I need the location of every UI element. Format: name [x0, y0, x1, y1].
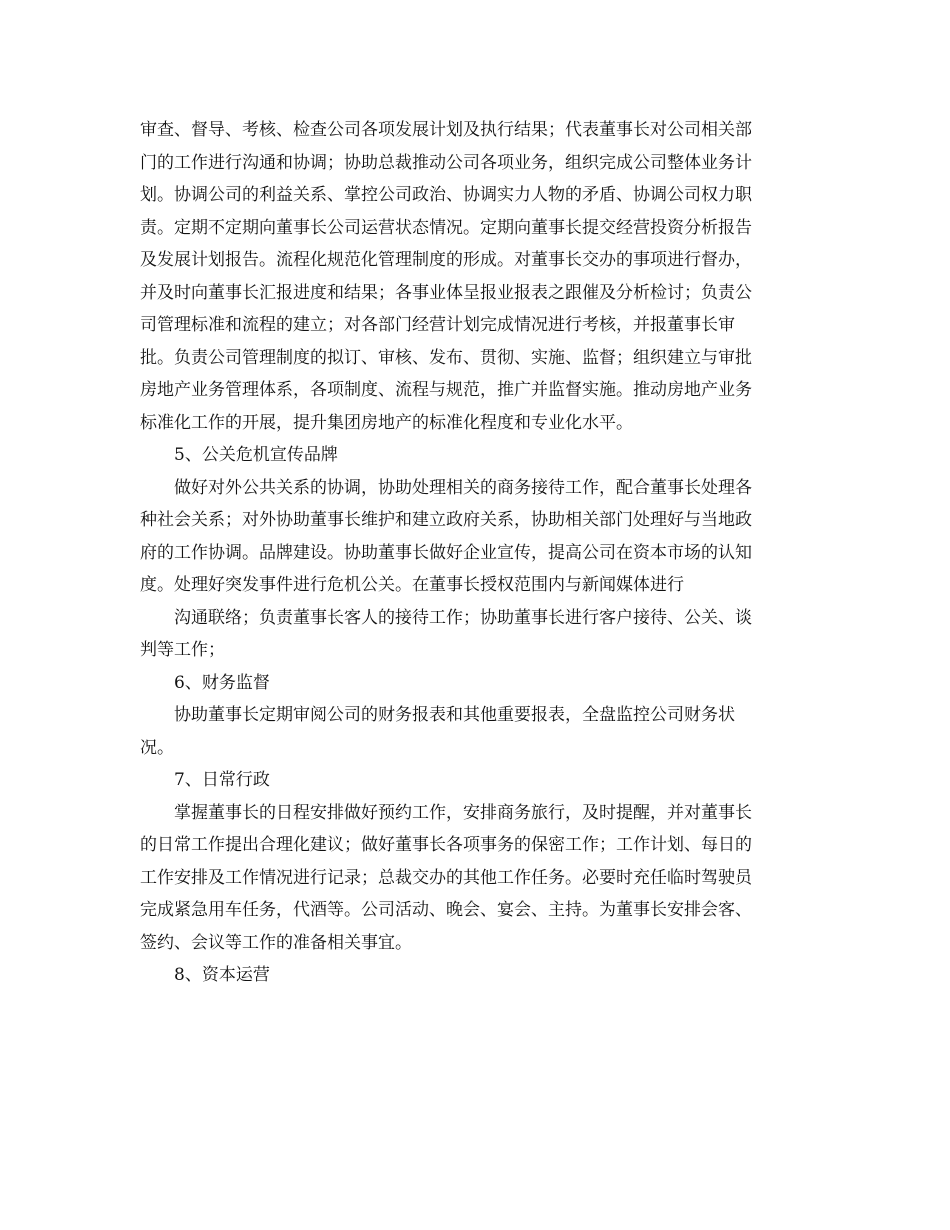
text-line: 司管理标准和流程的建立；对各部门经营计划完成情况进行考核，并报董事长审: [140, 315, 735, 335]
text-line: 房地产业务管理体系，各项制度、流程与规范，推广并监督实施。推动房地产业务: [140, 380, 752, 400]
text-line: 签约、会议等工作的准备相关事宜。: [140, 932, 412, 953]
paragraph-first-line: 做好对外公共关系的协调，协助处理相关的商务接待工作，配合董事长处理各: [174, 477, 752, 498]
text-line: 责。定期不定期向董事长公司运营状态情况。定期向董事长提交经营投资分析报告: [140, 217, 752, 238]
text-line: 划。协调公司的利益关系、掌控公司政治、协调实力人物的矛盾、协调公司权力职: [140, 185, 752, 205]
text-line: 并及时向董事长汇报进度和结果；各事业体呈报业报表之跟催及分析检讨；负责公: [140, 282, 752, 303]
paragraph-first-line: 掌握董事长的日程安排做好预约工作，安排商务旅行，及时提醒，并对董事长: [174, 802, 752, 823]
text-line: 门的工作进行沟通和协调；协助总裁推动公司各项业务，组织完成公司整体业务计: [140, 152, 752, 173]
section-heading: 6、财务监督: [174, 672, 270, 693]
text-line: 及发展计划报告。流程化规范化管理制度的形成。对董事长交办的事项进行督办，: [140, 250, 752, 270]
text-line: 种社会关系；对外协助董事长维护和建立政府关系，协助相关部门处理好与当地政: [140, 510, 752, 530]
text-line: 完成紧急用车任务，代酒等。公司活动、晚会、宴会、主持。为董事长安排会客、: [140, 900, 752, 920]
text-line: 审查、督导、考核、检查公司各项发展计划及执行结果；代表董事长对公司相关部: [140, 120, 752, 140]
text-line: 标准化工作的开展，提升集团房地产的标准化程度和专业化水平。: [140, 412, 633, 433]
text-line: 度。处理好突发事件进行危机公关。在董事长授权范围内与新闻媒体进行: [140, 575, 684, 595]
section-heading: 8、资本运营: [174, 965, 270, 985]
text-line: 工作安排及工作情况进行记录；总裁交办的其他工作任务。必要时充任临时驾驶员: [140, 867, 752, 888]
text-line: 判等工作；: [140, 640, 225, 660]
section-heading: 7、日常行政: [174, 770, 270, 790]
paragraph-first-line: 协助董事长定期审阅公司的财务报表和其他重要报表，全盘监控公司财务状: [174, 705, 735, 725]
text-line: 批。负责公司管理制度的拟订、审核、发布、贯彻、实施、监督；组织建立与审批: [140, 347, 752, 368]
text-line: 况。: [140, 737, 174, 758]
paragraph-first-line: 沟通联络；负责董事长客人的接待工作；协助董事长进行客户接待、公关、谈: [174, 607, 752, 628]
document-body: [140, 114, 820, 992]
section-heading: 5、公关危机宣传品牌: [174, 445, 338, 465]
text-line: 的日常工作提出合理化建议；做好董事长各项事务的保密工作；工作计划、每日的: [140, 835, 752, 855]
text-line: 府的工作协调。品牌建设。协助董事长做好企业宣传，提高公司在资本市场的认知: [140, 542, 752, 563]
